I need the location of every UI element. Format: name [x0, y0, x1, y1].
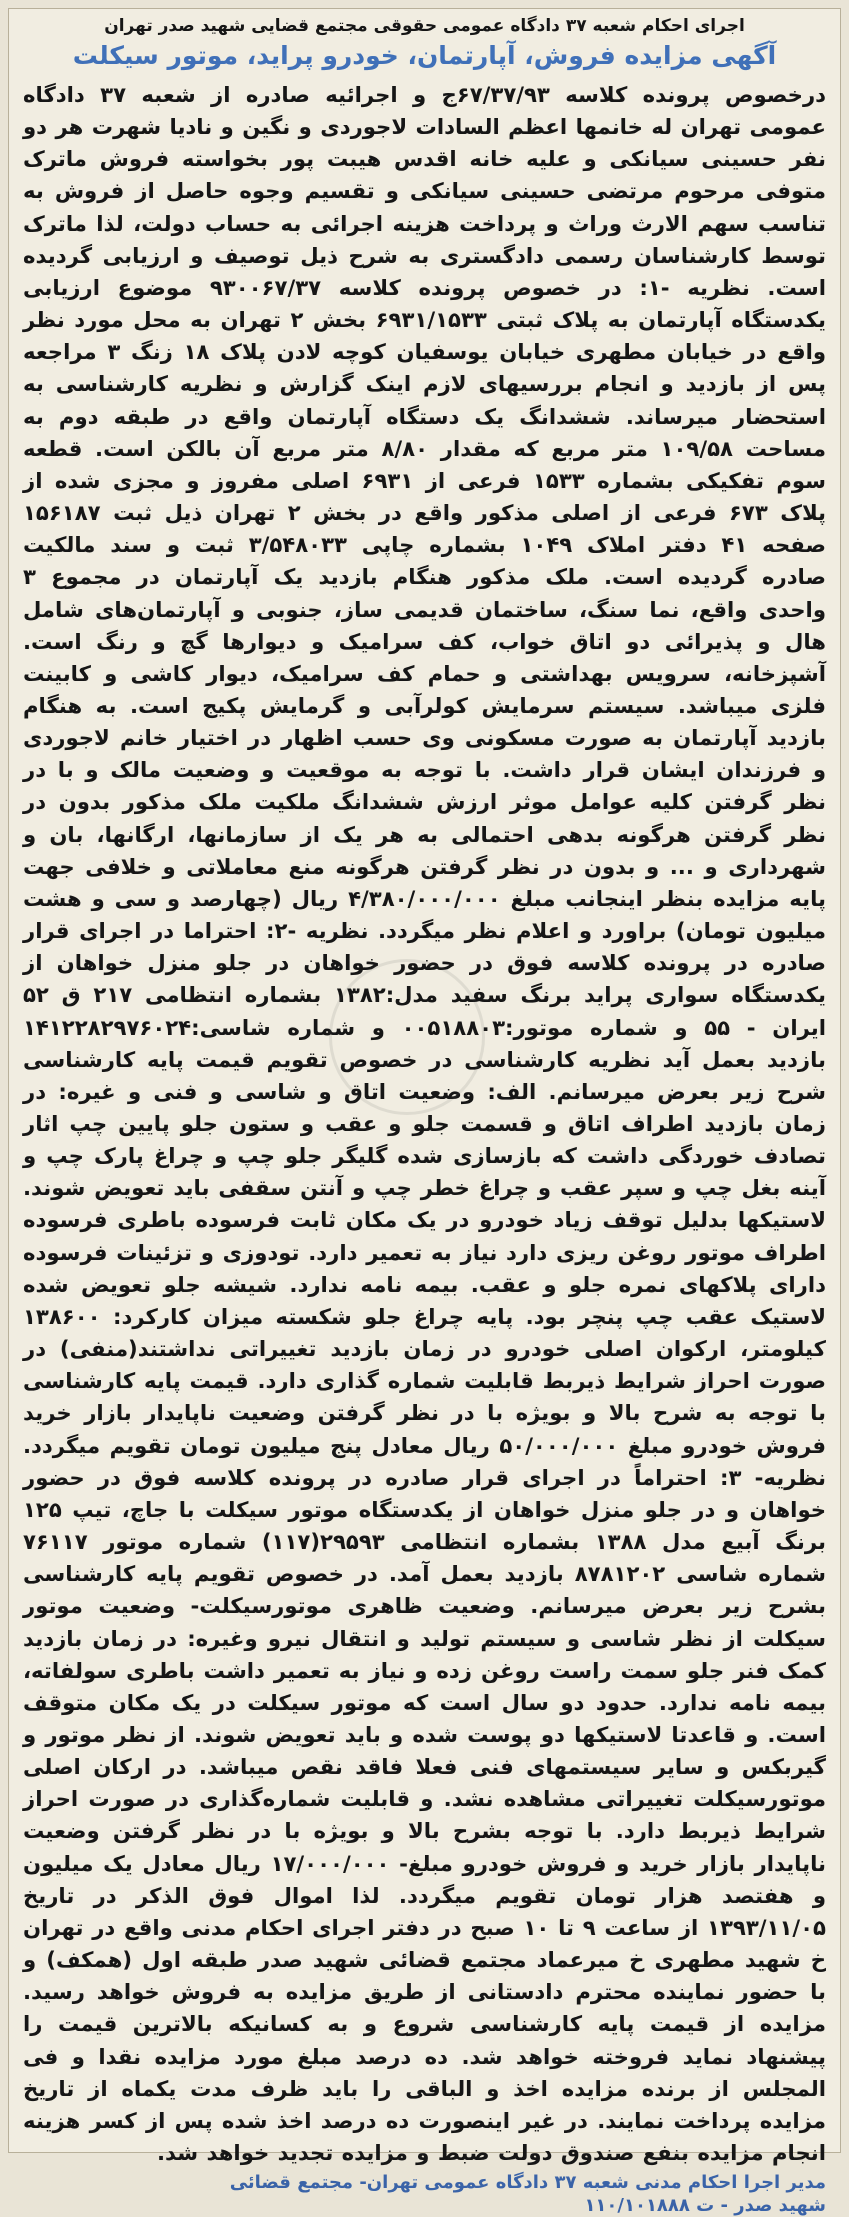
notice-body: درخصوص پرونده کلاسه ۶۷/۳۷/۹۳ج و اجرائیه صادره از شعبه ۳۷ دادگاه عمومی تهران له خانمها اعظم السادات لاجوردی و نگین و نادیا شهرت هر دو نفر حسینی سیانکی و علیه خانه اقدس هیبت پور بخواسته فروش ماترک متوفی مرحوم مرتضی حسینی سیانکی و تقسیم وجوه حاصل از فروش به تناسب سهم الارث وراث و پرداخت هزینه اجرائی به حساب دولت، لذا ماترک توسط کارشناسان رسمی دادگستری به شرح ذیل توصیف و ارزیابی گردیده است. نظریه -۱: در خصوص پرونده کلاسه ۹۳۰۰۶۷/۳۷ موضوع ارزیابی یکدستگاه آپارتمان به پلاک ثبتی ۶۹۳۱/۱۵۳۳ بخش ۲ تهران به محل مورد نظر واقع در خیابان مطهری خیابان یوسفیان کوچه لادن پلاک ۱۸ زنگ ۳ مراجعه پس از بازدید و انجام بررسیهای لازم اینک گزارش و نظریه کارشناسی به استحضار میرساند. ششدانگ یک دستگاه آپارتمان واقع در طبقه دوم به مساحت ۱۰۹/۵۸ متر مربع که مقدار ۸/۸۰ متر مربع آن بالکن است. قطعه سوم تفکیکی بشماره ۱۵۳۳ فرعی از ۶۹۳۱ اصلی مفروز و مجزی شده از پلاک ۶۷۳ فرعی از اصلی مذکور واقع در بخش ۲ تهران ذیل ثبت ۱۵۶۱۸۷ صفحه ۴۱ دفتر املاک ۱۰۴۹ بشماره چاپی ۳/۵۴۸۰۳۳ ثبت و سند مالکیت صادره گردیده است. ملک مذکور هنگام بازدید یک آپارتمان در مجموع ۳ واحدی واقع، نما سنگ، ساختمان قدیمی ساز، جنوبی و آپارتمان‌های شامل هال و پذیرائی دو اتاق خواب، کف سرامیک و دیوارها گچ و رنگ است. آشپزخانه، سرویس بهداشتی و حمام کف سرامیک، دیوار کاشی و کابینت فلزی میباشد. سیستم سرمایش کولرآبی و گرمایش پکیج است. به هنگام بازدید آپارتمان به صورت مسکونی وی حسب اظهار در اختیار خانم لاجوردی و فرزندان ایشان قرار داشت. با توجه به موقعیت و وضعیت مالک و با در نظر گرفتن کلیه عوامل موثر ارزش ششدانگ ملکیت ملک مذکور بدون در نظر گرفتن هرگونه بدهی احتمالی به هر یک از سازمانها، ارگانها، بان و شهرداری و ... و بدون در نظر گرفتن هرگونه منع معاملاتی و خلافی جهت پایه مزایده بنظر اینجانب مبلغ ۴/۳۸۰/۰۰۰/۰۰۰ ریال (چهارصد و سی و هشت میلیون تومان) براورد و اعلام نظر میگردد. نظریه -۲: احتراما در اجرای قرار صادره در پرونده کلاسه فوق در حضور خواهان در جلو منزل خواهان از یکدستگاه سواری پراید برنگ سفید مدل:۱۳۸۲ بشماره انتظامی ۲۱۷ ق ۵۲ ایران - ۵۵ و شماره موتور:۰۰۵۱۸۸۰۳ و شماره شاسی:۱۴۱۲۲۸۲۹۷۶۰۲۴ بازدید بعمل آید نظریه کارشناسی در خصوص تقویم قیمت پایه کارشناسی شرح زیر بعرض میرسانم. الف: وضعیت اتاق و شاسی و فنی و غیره: در زمان بازدید اطراف اتاق و قسمت جلو و عقب و ستون جلو پایین چپ اثار تصادف خوردگی داشت که بازسازی شده گلیگر جلو چپ و چراغ پارک چپ و آینه بغل چپ و سپر عقب و چراغ خطر چپ و آنتن سقفی باید تعویض شوند. لاستیکها بدلیل توقف زیاد خودرو در یک مکان ثابت فرسوده باطری فرسوده اطراف موتور روغن ریزی دارد نیاز به تعمیر دارد. تودوزی و تزئینات فرسوده دارای پلاکهای نمره جلو و عقب. بیمه نامه ندارد. شیشه جلو تعویض شده لاستیک عقب چپ پنچر بود. پایه چراغ جلو شکسته میزان کارکرد: ۱۳۸۶۰۰ کیلومتر، ارکوان اصلی خودرو در زمان بازدید تغییراتی نداشتند(منفی) در صورت احراز شرایط ذیربط قابلیت شماره گذاری دارد. قیمت پایه کارشناسی با توجه به شرح بالا و بویژه با در نظر گرفتن وضعیت ناپایدار بازار خرید فروش خودرو مبلغ ۵۰/۰۰۰/۰۰۰ ریال معادل پنج میلیون تومان تقویم میگردد. نظریه- ۳: احتراماً در اجرای قرار صادره در پرونده کلاسه فوق در حضور خواهان و در جلو منزل خواهان از یکدستگاه موتور سیکلت با جاچ، تیپ ۱۲۵ برنگ آبیع مدل ۱۳۸۸ بشماره انتظامی ۲۹۵۹۳(۱۱۷) شماره موتور ۷۶۱۱۷ شماره شاسی ۸۷۸۱۲۰۲ بازدید بعمل آمد. در خصوص تقویم پایه کارشناسی بشرح زیر بعرض میرسانم. وضعیت ظاهری موتورسیکلت- وضعیت موتور سیکلت از نظر شاسی و سیستم تولید و انتقال نیرو وغیره: در زمان بازدید کمک فنر جلو سمت راست روغن زده و نیاز به تعمیر داشت باطری سولفاته، بیمه نامه ندارد. حدود دو سال است که موتور سیکلت در یک مکان متوقف است. و قاعدتا لاستیکها دو پوست شده و باید تعویض شوند. از نظر موتور و گیربکس و سایر سیستمهای فنی فعلا فاقد نقص میباشد. در ارکان اصلی موتورسیکلت تغییراتی مشاهده نشد. و قابلیت شماره‌گذاری در صورت احراز شرایط ذیربط دارد. با توجه بشرح بالا و بویژه با در نظر گرفتن وضعیت ناپایدار بازار خرید و فروش خودرو مبلغ- ۱۷/۰۰۰/۰۰۰ ریال معادل یک میلیون و هفتصد هزار تومان تقویم میگردد. لذا اموال فوق الذکر در تاریخ ۱۳۹۳/۱۱/۰۵ از ساعت ۹ تا ۱۰ صبح در دفتر اجرای احکام مدنی واقع در تهران خ شهید مطهری خ میرعماد مجتمع قضائی شهید صدر طبقه اول (همکف) و با حضور نماینده محترم دادستانی از طریق مزایده به فروش خواهد رسید. مزایده از قیمت پایه کارشناسی شروع و به کسانیکه بالاترین قیمت را پیشنهاد نماید فروخته خواهد شد. ده درصد مبلغ مورد مزایده نقدا و فی المجلس از برنده مزایده اخذ و الباقی را باید ظرف مدت یکماه از تاریخ مزایده پرداخت نمایند. در غیر اینصورت ده درصد اخذ شده پس از کسر هزینه انجام مزایده بنفع صندوق دولت ضبط و مزایده تجدید خواهد شد.: [23, 82, 827, 2165]
signature-block: [23, 2171, 826, 2217]
notice-page: [8, 8, 841, 2217]
notice-header: اجرای احکام شعبه ۳۷ دادگاه عمومی حقوقی مجتمع قضایی شهید صدر تهران: [104, 16, 745, 36]
notice-title: آگهی مزایده فروش، آپارتمان، خودرو پراید، موتور سیکلت: [72, 41, 777, 70]
signature-line-2: شهید صدر - ت ۱۱۰/۱۰۱۸۸۸: [584, 2195, 826, 2217]
signature-line-1: مدیر اجرا احکام مدنی شعبه ۳۷ دادگاه عمومی تهران- مجتمع قضائی: [229, 2172, 826, 2194]
